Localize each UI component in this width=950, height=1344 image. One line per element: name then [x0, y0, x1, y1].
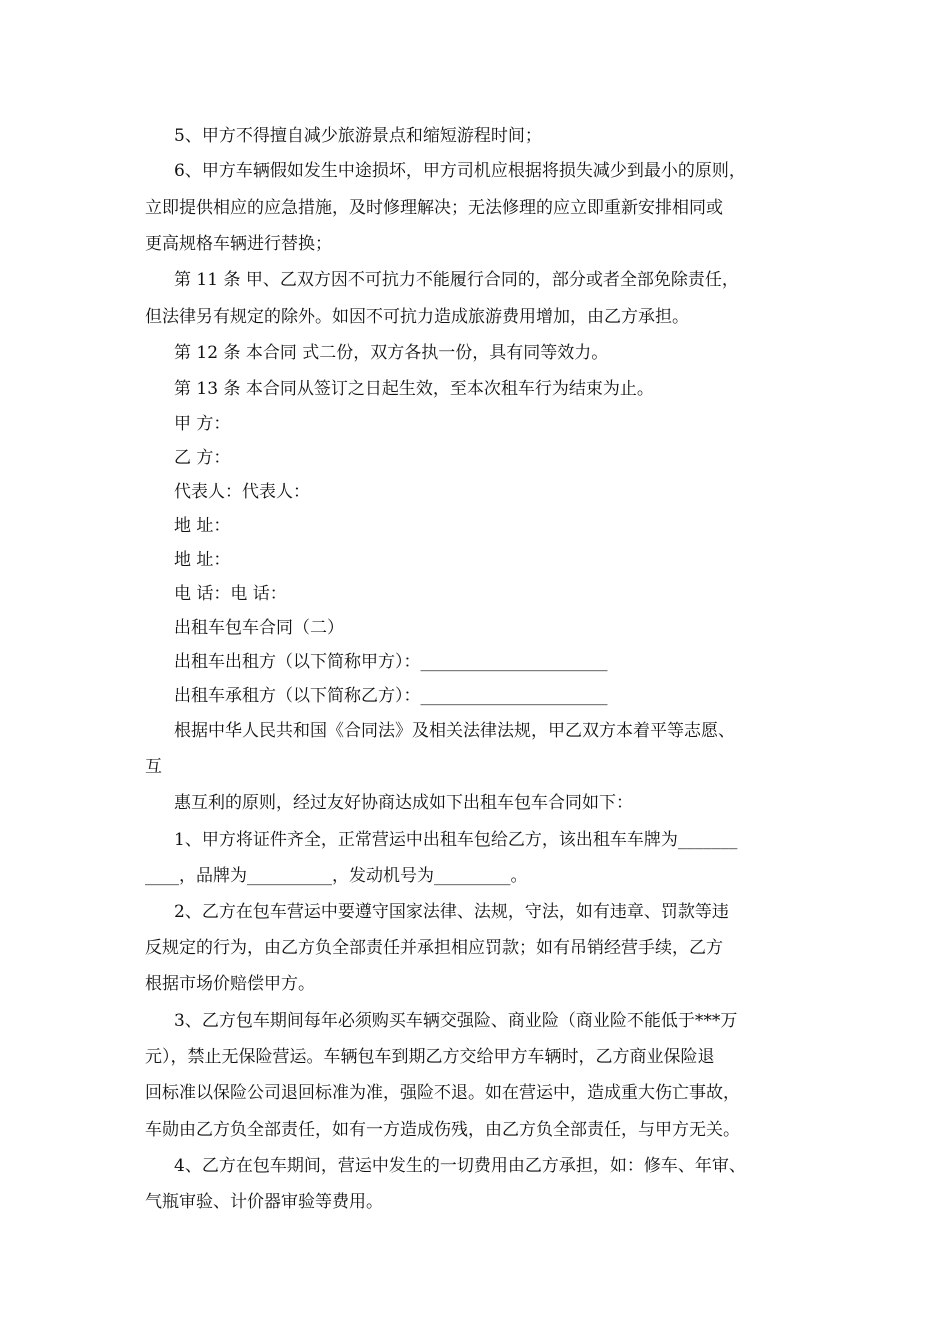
party-a-label: 甲 方：	[174, 414, 231, 434]
term-1-line-2: ____，品牌为__________，发动机号为_________。	[145, 866, 528, 886]
term-1-line-1: 1、甲方将证件齐全，正常营运中出租车包给乙方，该出租车车牌为_______	[174, 830, 738, 850]
article-11-line-1: 第 11 条 甲、乙双方因不可抗力不能履行合同的，部分或者全部免除责任，	[174, 270, 739, 290]
term-3-line-2: 元），禁止无保险营运。车辆包车到期乙方交给甲方车辆时，乙方商业保险退	[145, 1047, 715, 1067]
term-4-line-2: 气瓶审验、计价器审验等费用。	[145, 1192, 383, 1212]
clause-5: 5、甲方不得擅自减少旅游景点和缩短游程时间；	[174, 126, 542, 146]
term-3-line-4: 车勋由乙方负全部责任，如有一方造成伤残，由乙方负全部责任，与甲方无关。	[145, 1120, 740, 1140]
term-3-line-1: 3、乙方包车期间每年必须购买车辆交强险、商业险（商业险不能低于***万	[174, 1011, 738, 1031]
preamble-line-2: 互	[145, 757, 162, 777]
term-2-line-3: 根据市场价赔偿甲方。	[145, 974, 315, 994]
address-label-2: 地 址：	[174, 550, 231, 570]
party-b-label: 乙 方：	[174, 448, 231, 468]
address-label-1: 地 址：	[174, 516, 231, 536]
article-13: 第 13 条 本合同从签订之日起生效，至本次租车行为结束为止。	[174, 379, 654, 399]
lessee-line: 出租车承租方（以下简称乙方）：______________________	[174, 686, 608, 706]
section-title: 出租车包车合同（二）	[174, 618, 344, 638]
lessor-line: 出租车出租方（以下简称甲方）：______________________	[174, 652, 608, 672]
phone-label: 电 话：电 话：	[174, 584, 287, 604]
preamble-line-3: 惠互利的原则，经过友好协商达成如下出租车包车合同如下：	[174, 793, 633, 813]
representative-label: 代表人：代表人：	[174, 482, 310, 502]
clause-6-line-1: 6、甲方车辆假如发生中途损坏，甲方司机应根据将损失减少到最小的原则，	[174, 161, 746, 181]
term-2-line-2: 反规定的行为，由乙方负全部责任并承担相应罚款；如有吊销经营手续，乙方	[145, 938, 723, 958]
term-4-line-1: 4、乙方在包车期间，营运中发生的一切费用由乙方承担，如：修车、年审、	[174, 1156, 746, 1176]
article-11-line-2: 但法律另有规定的除外。如因不可抗力造成旅游费用增加，由乙方承担。	[145, 307, 689, 327]
clause-6-line-3: 更高规格车辆进行替换；	[145, 234, 332, 254]
article-12: 第 12 条 本合同 式二份，双方各执一份，具有同等效力。	[174, 343, 609, 363]
clause-6-line-2: 立即提供相应的应急措施，及时修理解决；无法修理的应立即重新安排相同或	[145, 198, 723, 218]
term-3-line-3: 回标准以保险公司退回标准为准，强险不退。如在营运中，造成重大伤亡事故，	[145, 1083, 740, 1103]
term-2-line-1: 2、乙方在包车营运中要遵守国家法律、法规，守法，如有违章、罚款等违	[174, 902, 729, 922]
preamble-line-1: 根据中华人民共和国《合同法》及相关法律法规，甲乙双方本着平等志愿、	[174, 721, 735, 741]
